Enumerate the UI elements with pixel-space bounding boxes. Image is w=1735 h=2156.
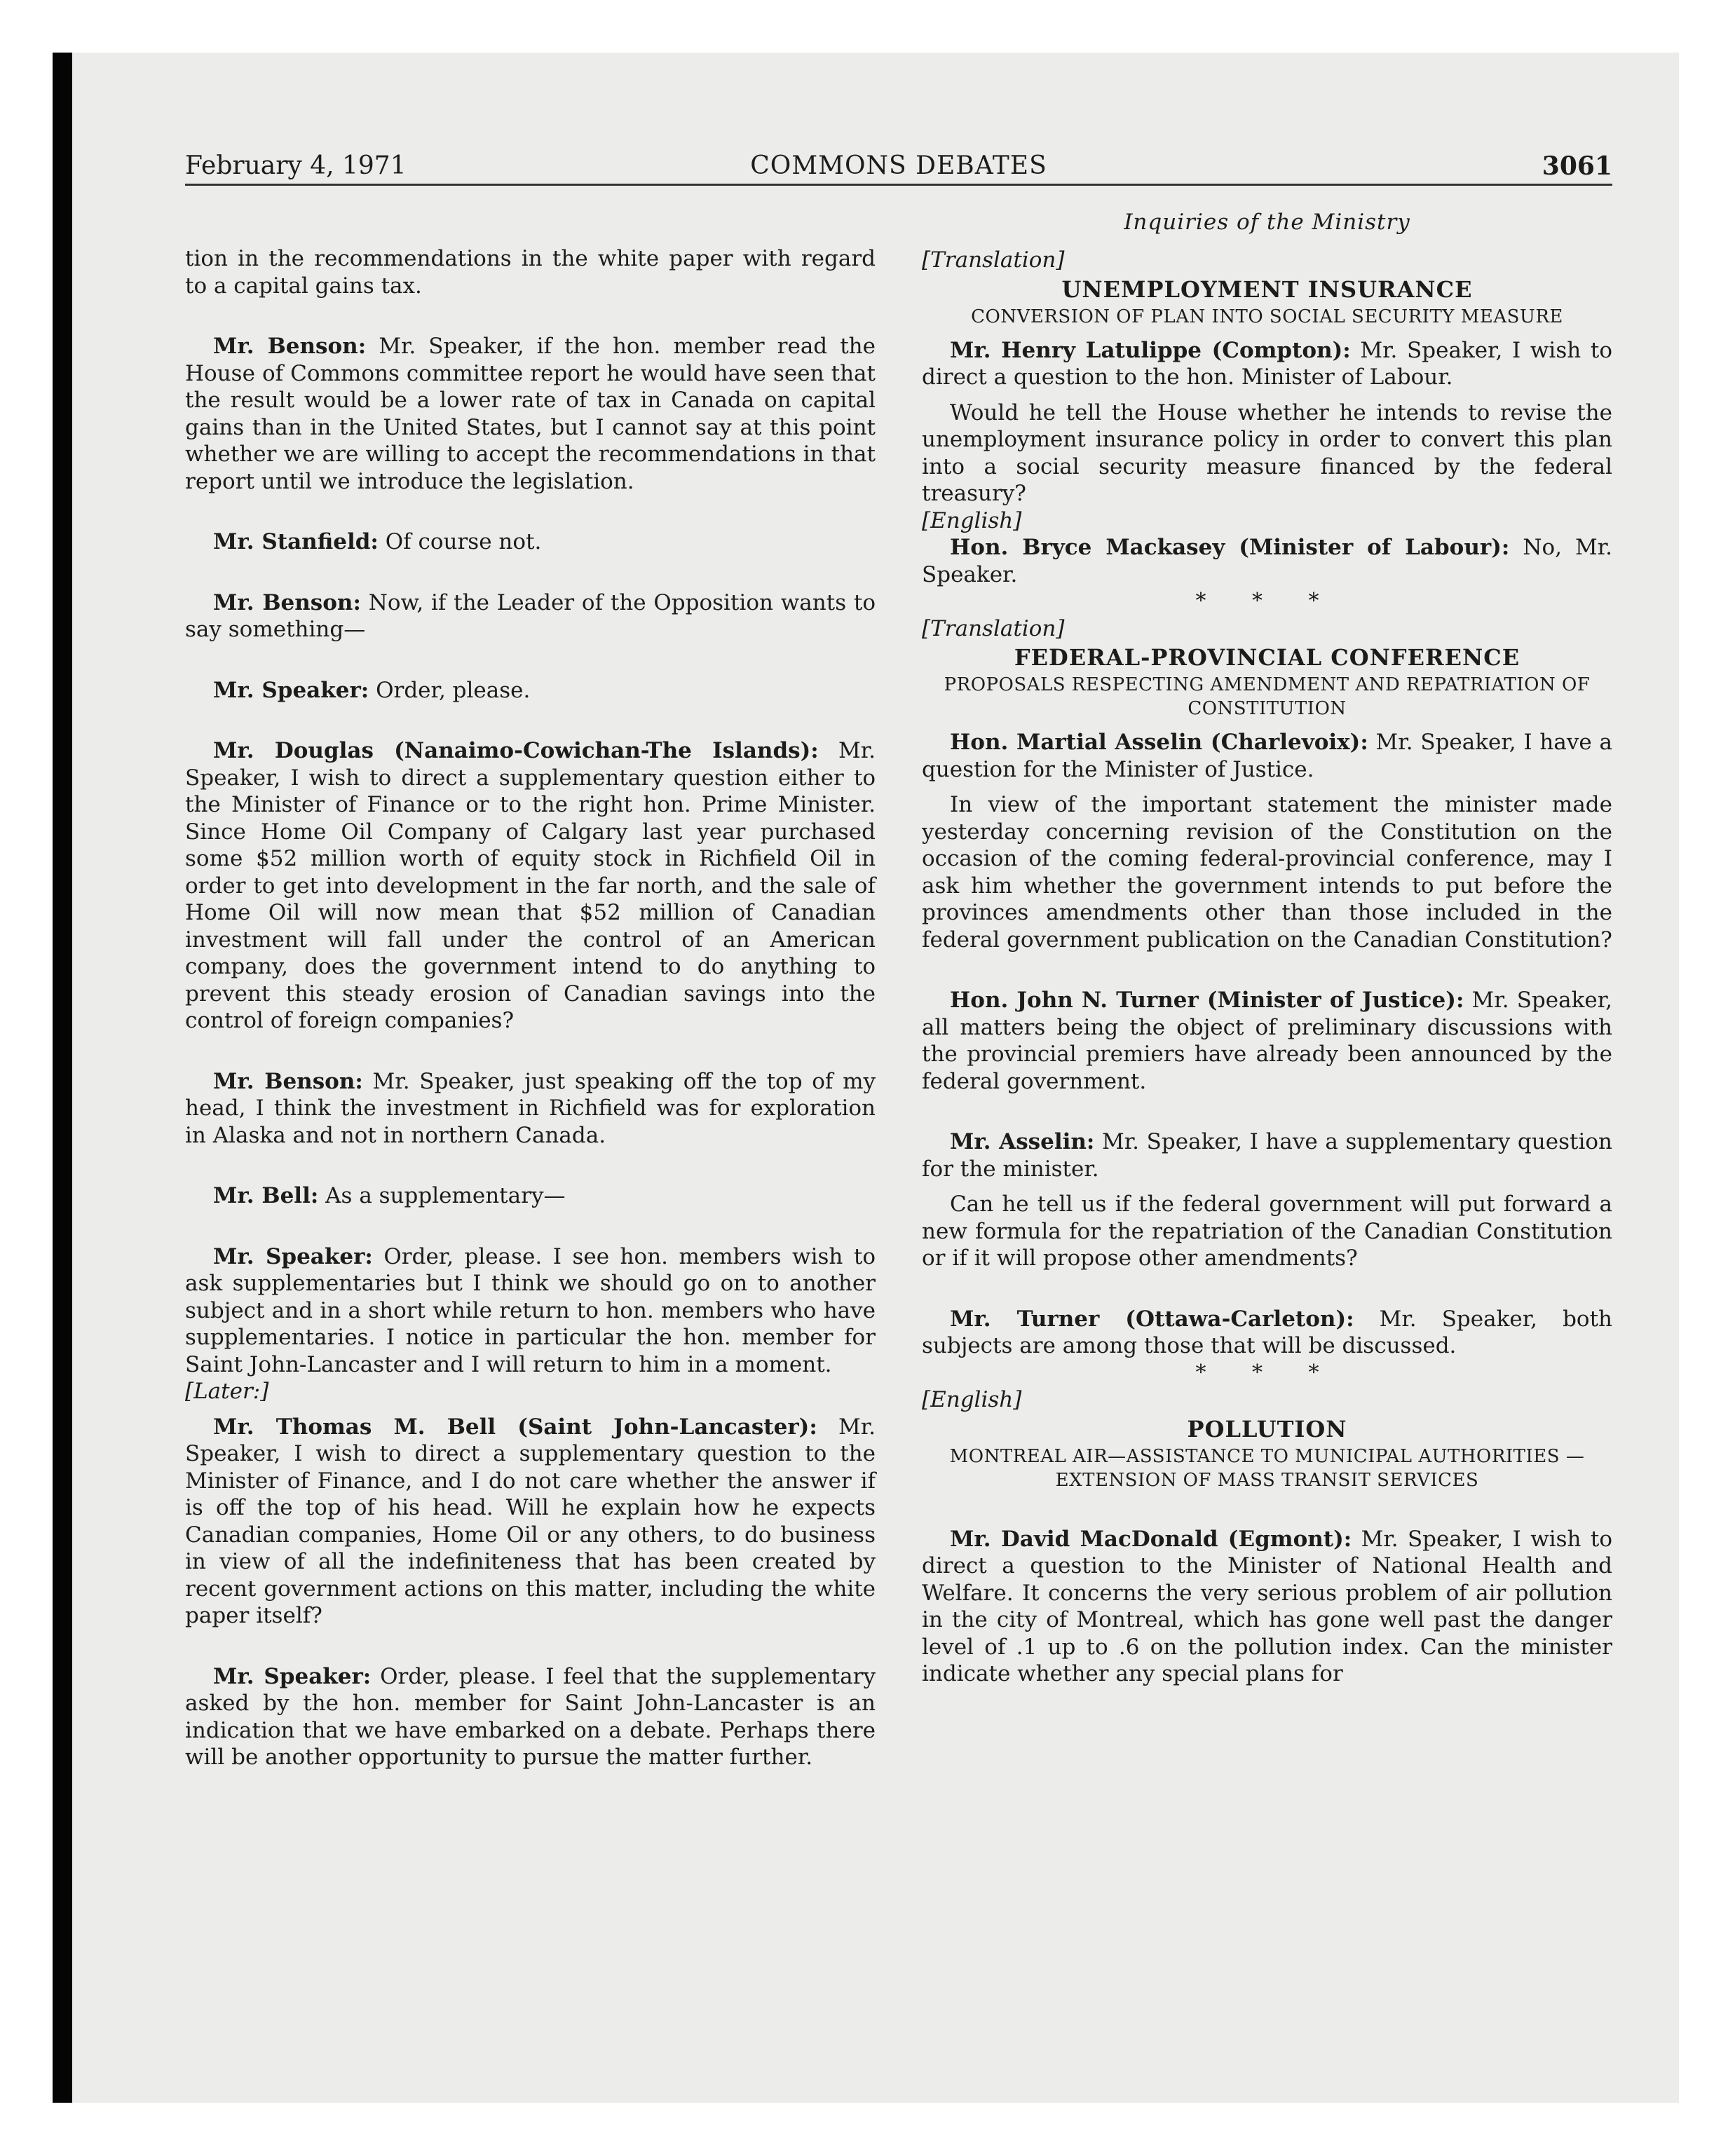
paragraph bbox=[185, 1182, 876, 1210]
speech-text: Mr. Speaker, I have a supplementary question for the minister. bbox=[922, 1129, 1612, 1182]
speech-text: Order, please. bbox=[369, 677, 531, 703]
speaker-name: Hon. John N. Turner (Minister of Justice): bbox=[950, 988, 1464, 1013]
section-heading: FEDERAL-PROVINCIAL CONFERENCE bbox=[1014, 644, 1520, 671]
paragraph: In view of the important statement the minister made yesterday concerning revision of the Constitution on the occasion of the coming federal-provincial conference, may I ask him whether the government intends to put before the provinces amendments other than those included in the federal government publication on the Canadian Constitution? bbox=[922, 792, 1612, 953]
header-title: COMMONS DEBATES bbox=[750, 151, 1047, 180]
speaker-name: Mr. Henry Latulippe (Compton): bbox=[950, 337, 1351, 363]
section-rubric: Inquiries of the Ministry bbox=[1124, 210, 1410, 235]
speaker-name: Mr. Speaker: bbox=[213, 1663, 372, 1689]
speech-text: Mr. Speaker, I wish to direct a question to the Minister of National Health and Welfare. It concerns the very serious problem of air pollution in the city of Montreal, which has gone well past the danger level of .1 up to .6 on the pollution index. Can the minister indicate whether any special plans for bbox=[922, 1526, 1612, 1686]
subsection-heading: CONVERSION OF PLAN INTO SOCIAL SECURITY MEASURE bbox=[971, 306, 1563, 327]
paragraph bbox=[922, 534, 1612, 588]
paragraph: tion in the recommendations in the white paper with regard to a capital gains tax. bbox=[185, 246, 876, 299]
section-heading: POLLUTION bbox=[1187, 1415, 1347, 1442]
header-date: February 4, 1971 bbox=[185, 151, 407, 180]
section-separator: * * * bbox=[1195, 1360, 1339, 1385]
paragraph bbox=[922, 337, 1612, 391]
subsection-heading: PROPOSALS RESPECTING AMENDMENT AND REPATRIATION OF CONSTITUTION bbox=[944, 674, 1591, 719]
paragraph bbox=[185, 1068, 876, 1149]
paragraph bbox=[922, 1526, 1612, 1688]
section-heading: UNEMPLOYMENT INSURANCE bbox=[1061, 275, 1473, 303]
speech-text: Mr. Speaker, just speaking off the top of my head, I think the investment in Richfield was for exploration in Alaska and not in northern Canada. bbox=[185, 1068, 876, 1148]
header-rule bbox=[185, 184, 1612, 186]
right-column bbox=[922, 247, 1612, 1688]
paragraph: Would he tell the House whether he intends to revise the unemployment insurance policy in order to convert this plan into a social security measure financed by the federal treasury? bbox=[922, 400, 1612, 506]
paragraph bbox=[185, 589, 876, 643]
speaker-name: Mr. Benson: bbox=[213, 1068, 363, 1094]
paragraph bbox=[185, 737, 876, 1035]
paragraph: Can he tell us if the federal government will put forward a new formula for the repatriation of the Canadian Constitution or if it will propose other amendments? bbox=[922, 1192, 1612, 1271]
speech-text: Order, please. I see hon. members wish to ask supplementaries but I think we should go on to another subject and in a short while return to hon. members who have supplementaries. I notice in particular the hon. member for Saint John-Lancaster and I will return to him in a moment. bbox=[185, 1243, 876, 1377]
speaker-name: Mr. Douglas (Nanaimo-Cowichan-The Islands): bbox=[213, 738, 819, 763]
left-column bbox=[185, 245, 876, 1771]
speech-text: Of course not. bbox=[378, 529, 542, 554]
section-separator: * * * bbox=[1195, 589, 1339, 613]
subsection-heading: MONTREAL AIR—ASSISTANCE TO MUNICIPAL AUTHORITIES —EXTENSION OF MASS TRANSIT SERVICES bbox=[949, 1445, 1585, 1491]
paragraph bbox=[922, 1128, 1612, 1182]
paragraph bbox=[185, 528, 876, 556]
speech-text: Mr. Speaker, if the hon. member read the House of Commons committee report he would have seen that the result would be a lower rate of tax in Canada on capital gains than in the United States, but I cannot say at this point whether we are willing to accept the recommendations in that report until we introduce the legislation. bbox=[185, 334, 876, 494]
speech-text: Mr. Speaker, I wish to direct a question to the hon. Minister of Labour. bbox=[922, 337, 1612, 390]
speech-text: Order, please. I feel that the supplementary asked by the hon. member for Saint John-Lancaster is an indication that we have embarked on a debate. Perhaps there will be another opportunity to pursue the matter further. bbox=[185, 1663, 876, 1770]
speaker-name: Mr. Thomas M. Bell (Saint John-Lancaster): bbox=[213, 1414, 817, 1440]
speech-text: Mr. Speaker, I wish to direct a supplementary question to the Minister of Finance, and I do not care whether the answer if is off the top of his head. Will he explain how he expects Canadian companies, Home Oil or any others, to do business in view of all the indefiniteness that has been created by recent government actions on this matter, including the white paper itself? bbox=[185, 1414, 876, 1628]
paragraph bbox=[185, 1663, 876, 1771]
language-marker: [Translation] bbox=[922, 615, 1065, 641]
speaker-name: Mr. Turner (Ottawa-Carleton): bbox=[950, 1306, 1354, 1332]
speech-text: Mr. Speaker, all matters being the object of preliminary discussions with the provincial premiers have already been announced by the federal government. bbox=[922, 988, 1612, 1094]
paragraph bbox=[185, 1243, 876, 1379]
scan-edge bbox=[53, 53, 72, 2103]
speaker-name: Mr. Bell: bbox=[213, 1183, 319, 1208]
language-marker: [English] bbox=[922, 507, 1022, 533]
speaker-name: Mr. Asselin: bbox=[950, 1129, 1095, 1154]
speaker-name: Hon. Bryce Mackasey (Minister of Labour): bbox=[950, 535, 1510, 560]
speaker-name: Mr. Benson: bbox=[213, 334, 367, 359]
speech-text: No, Mr. Speaker. bbox=[922, 535, 1612, 587]
paragraph bbox=[185, 333, 876, 495]
speech-text: As a supplementary— bbox=[318, 1183, 566, 1208]
speech-text: Mr. Speaker, I wish to direct a supplementary question either to the Minister of Finance or to the right hon. Prime Minister. Since Home Oil Company of Calgary last year purchased some $52 million worth of equity stock in Richfield Oil in order to get into development in the far north, and the sale of Home Oil will now mean that $52 million of Canadian investment will fall under the control of an American company, does the government intend to do anything to prevent this steady erosion of Canadian savings into the control of foreign companies? bbox=[185, 738, 876, 1033]
language-marker: [Translation] bbox=[922, 247, 1065, 273]
paragraph bbox=[922, 729, 1612, 783]
running-head bbox=[185, 149, 1612, 184]
speaker-name: Mr. Speaker: bbox=[213, 677, 369, 703]
language-marker: [English] bbox=[922, 1387, 1022, 1412]
speaker-name: Mr. Speaker: bbox=[213, 1243, 373, 1269]
speech-text: Now, if the Leader of the Opposition wants to say something— bbox=[185, 589, 876, 642]
later-marker: [Later:] bbox=[185, 1379, 269, 1404]
speaker-name: Mr. David MacDonald (Egmont): bbox=[950, 1526, 1352, 1552]
paragraph bbox=[922, 1306, 1612, 1360]
speaker-name: Mr. Stanfield: bbox=[213, 529, 379, 554]
speaker-name: Mr. Benson: bbox=[213, 589, 361, 615]
speech-text: Mr. Speaker, both subjects are among those that will be discussed. bbox=[922, 1306, 1612, 1358]
header-page-number: 3061 bbox=[1542, 151, 1612, 181]
speech-text: Mr. Speaker, I have a question for the Minister of Justice. bbox=[922, 730, 1612, 782]
speaker-name: Hon. Martial Asselin (Charlevoix): bbox=[950, 730, 1368, 755]
paragraph bbox=[185, 677, 876, 704]
paragraph bbox=[185, 1414, 876, 1630]
paragraph bbox=[922, 987, 1612, 1095]
